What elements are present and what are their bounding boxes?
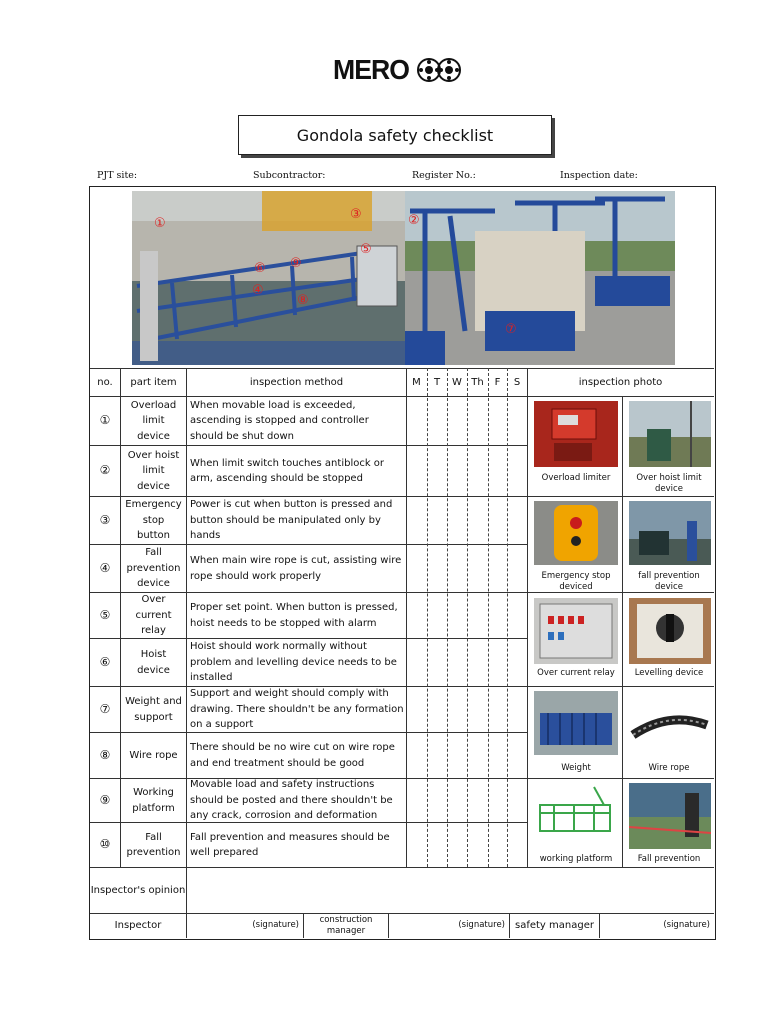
row-day-check-f[interactable] <box>488 687 507 732</box>
row-day-check-t[interactable] <box>427 823 447 867</box>
row-part-item: Hoist device <box>137 649 170 676</box>
row-inspection-method: When main wire rope is cut, assisting wire rope should work properly <box>190 555 402 582</box>
row-number: ③ <box>99 512 111 527</box>
gondola-overview-photo-right <box>405 191 675 365</box>
construction-manager-label: construction manager <box>319 915 373 936</box>
photo-over-hoist-limit <box>629 401 711 467</box>
row-day-check-f[interactable] <box>488 823 507 867</box>
header-day-m: M <box>412 376 421 388</box>
row-part-item: Working platform <box>132 787 175 814</box>
photo-marker-7: ⑦ <box>505 322 517 337</box>
logo-text: MERO <box>333 54 409 85</box>
header-day-w: W <box>452 376 462 388</box>
row-day-check-s[interactable] <box>507 639 527 686</box>
header-day-th: Th <box>471 376 484 388</box>
photo-weight <box>534 691 618 755</box>
row-day-check-t[interactable] <box>427 779 447 822</box>
photo-overload-limiter <box>534 401 618 467</box>
header-part-item: part item <box>130 376 177 388</box>
header-inspection-photo: inspection photo <box>578 376 663 388</box>
row-day-check-th[interactable] <box>467 497 488 544</box>
photo-levelling-device <box>629 598 711 664</box>
row-day-check-s[interactable] <box>507 779 527 822</box>
row-day-check-f[interactable] <box>488 446 507 496</box>
row-number: ⑨ <box>99 792 111 807</box>
page-title: Gondola safety checklist <box>238 115 552 155</box>
row-day-check-th[interactable] <box>467 397 488 445</box>
mero-logo <box>331 54 461 86</box>
photo-marker-5: ⑤ <box>360 242 372 257</box>
row-day-check-m[interactable] <box>406 639 427 686</box>
row-part-item: Wire rope <box>129 749 178 761</box>
caption-weight: Weight <box>561 763 591 773</box>
row-day-check-s[interactable] <box>507 545 527 592</box>
row-day-check-t[interactable] <box>427 687 447 732</box>
row-day-check-s[interactable] <box>507 446 527 496</box>
caption-wire-rope: Wire rope <box>648 763 690 773</box>
row-day-check-w[interactable] <box>447 397 467 445</box>
row-day-check-m[interactable] <box>406 593 427 638</box>
row-inspection-method: When movable load is exceeded, ascending is stopped and controller should be shut down <box>190 399 369 442</box>
photo-marker-8: ⑧ <box>297 293 309 308</box>
row-day-check-s[interactable] <box>507 397 527 445</box>
row-day-check-w[interactable] <box>447 545 467 592</box>
register-no-label: Register No.: <box>412 170 476 181</box>
row-day-check-t[interactable] <box>427 397 447 445</box>
row-inspection-method: There should be no wire cut on wire rope and end treatment should be good <box>190 742 395 769</box>
caption-fall-prevention: Fall prevention <box>637 854 701 864</box>
row-day-check-th[interactable] <box>467 779 488 822</box>
row-day-check-th[interactable] <box>467 593 488 638</box>
row-number: ④ <box>99 560 111 575</box>
caption-over-current-relay: Over current relay <box>537 668 615 678</box>
photo-marker-2: ② <box>408 213 420 228</box>
row-day-check-t[interactable] <box>427 593 447 638</box>
row-inspection-method: Support and weight should comply with drawing. There shouldn't be any formation on a support <box>190 688 404 731</box>
row-day-check-s[interactable] <box>507 687 527 732</box>
row-day-check-w[interactable] <box>447 733 467 778</box>
inspector-signature[interactable]: (signature) <box>252 920 299 931</box>
caption-levelling-device: Levelling device <box>634 668 704 678</box>
photo-emergency-stop <box>534 501 618 565</box>
row-day-check-t[interactable] <box>427 446 447 496</box>
row-day-check-m[interactable] <box>406 687 427 732</box>
construction-manager-signature[interactable]: (signature) <box>458 920 505 931</box>
row-number: ② <box>99 463 111 478</box>
photo-wire-rope <box>629 691 711 755</box>
row-day-check-w[interactable] <box>447 446 467 496</box>
caption-emergency-stop: Emergency stop deviced <box>541 571 611 592</box>
row-day-check-th[interactable] <box>467 687 488 732</box>
row-day-check-f[interactable] <box>488 733 507 778</box>
row-inspection-method: Power is cut when button is pressed and button should be manipulated only by hands <box>190 499 393 542</box>
row-day-check-w[interactable] <box>447 687 467 732</box>
row-day-check-w[interactable] <box>447 823 467 867</box>
row-day-check-s[interactable] <box>507 733 527 778</box>
row-day-check-f[interactable] <box>488 497 507 544</box>
row-part-item: Emergency stop button <box>125 499 182 542</box>
row-day-check-th[interactable] <box>467 639 488 686</box>
photo-over-current-relay <box>534 598 618 664</box>
row-day-check-f[interactable] <box>488 639 507 686</box>
row-part-item: Over hoist limit device <box>127 449 180 492</box>
photo-marker-3: ③ <box>350 207 362 222</box>
photo-fall-prevention-device <box>629 501 711 565</box>
row-number: ⑦ <box>99 701 111 716</box>
row-day-check-m[interactable] <box>406 733 427 778</box>
inspector-opinion-field[interactable] <box>187 868 714 913</box>
row-day-check-f[interactable] <box>488 545 507 592</box>
row-inspection-method: Movable load and safety instructions should be posted and there shouldn't be any crack, corrosion and deformation <box>190 779 393 822</box>
caption-working-platform: working platform <box>539 854 613 864</box>
inspector-opinion-label: Inspector's opinion <box>90 884 186 896</box>
safety-manager-label: safety manager <box>515 920 594 932</box>
row-day-check-f[interactable] <box>488 397 507 445</box>
row-day-check-t[interactable] <box>427 545 447 592</box>
row-number: ⑥ <box>99 654 111 669</box>
caption-fall-prevention-device: fall prevention device <box>638 571 700 592</box>
row-inspection-method: Fall prevention and measures should be well prepared <box>190 831 390 858</box>
row-day-check-w[interactable] <box>447 779 467 822</box>
caption-overload-limiter: Overload limiter <box>541 473 611 483</box>
row-day-check-m[interactable] <box>406 545 427 592</box>
row-part-item: Weight and support <box>125 696 182 723</box>
row-part-item: Fall prevention <box>126 831 181 858</box>
row-day-check-t[interactable] <box>427 497 447 544</box>
header-inspection-method: inspection method <box>249 376 344 388</box>
row-day-check-m[interactable] <box>406 397 427 445</box>
row-inspection-method: When limit switch touches antiblock or arm, ascending should be stopped <box>190 457 385 484</box>
row-part-item: Fall prevention device <box>126 547 181 590</box>
inspection-date-label: Inspection date: <box>560 170 638 181</box>
row-day-check-s[interactable] <box>507 497 527 544</box>
row-day-check-f[interactable] <box>488 779 507 822</box>
row-day-check-th[interactable] <box>467 446 488 496</box>
checklist-table <box>89 186 716 940</box>
row-number: ⑤ <box>99 607 111 622</box>
subcontractor-label: Subcontractor: <box>253 170 326 181</box>
row-number: ① <box>99 413 111 428</box>
photo-fall-prevention <box>629 783 711 849</box>
photo-working-platform <box>534 783 618 849</box>
photo-marker-6: ⑥ <box>254 261 266 276</box>
row-day-check-w[interactable] <box>447 497 467 544</box>
row-day-check-w[interactable] <box>447 593 467 638</box>
row-day-check-w[interactable] <box>447 639 467 686</box>
photo-marker-4: ④ <box>252 283 264 298</box>
row-day-check-th[interactable] <box>467 823 488 867</box>
pjt-site-label: PJT site: <box>97 170 138 181</box>
gondola-overview-photo-left <box>132 191 405 365</box>
row-part-item: Over current relay <box>135 594 172 637</box>
row-inspection-method: Hoist should work normally without problem and levelling device needs to be installed <box>190 641 397 684</box>
row-number: ⑧ <box>99 747 111 762</box>
row-day-check-f[interactable] <box>488 593 507 638</box>
photo-marker-1: ① <box>154 216 166 231</box>
row-number: ⑩ <box>99 837 111 852</box>
row-day-check-m[interactable] <box>406 823 427 867</box>
safety-manager-signature[interactable]: (signature) <box>663 920 710 931</box>
header-no: no. <box>97 376 113 388</box>
row-part-item: Overload limit device <box>130 399 177 442</box>
photo-marker-9: ⑨ <box>290 256 302 271</box>
header-day-t: T <box>433 376 441 388</box>
row-day-check-s[interactable] <box>507 593 527 638</box>
inspector-label: Inspector <box>114 920 162 932</box>
row-day-check-m[interactable] <box>406 446 427 496</box>
row-day-check-s[interactable] <box>507 823 527 867</box>
row-day-check-m[interactable] <box>406 779 427 822</box>
header-day-s: S <box>513 376 521 388</box>
row-day-check-th[interactable] <box>467 733 488 778</box>
row-day-check-m[interactable] <box>406 497 427 544</box>
logo-emblem-icon <box>417 56 461 84</box>
row-inspection-method: Proper set point. When button is pressed, hoist needs to be stopped with alarm <box>190 602 398 629</box>
header-day-f: F <box>494 376 501 388</box>
row-day-check-t[interactable] <box>427 639 447 686</box>
row-day-check-th[interactable] <box>467 545 488 592</box>
row-day-check-t[interactable] <box>427 733 447 778</box>
caption-over-hoist-limit: Over hoist limit device <box>636 473 702 494</box>
